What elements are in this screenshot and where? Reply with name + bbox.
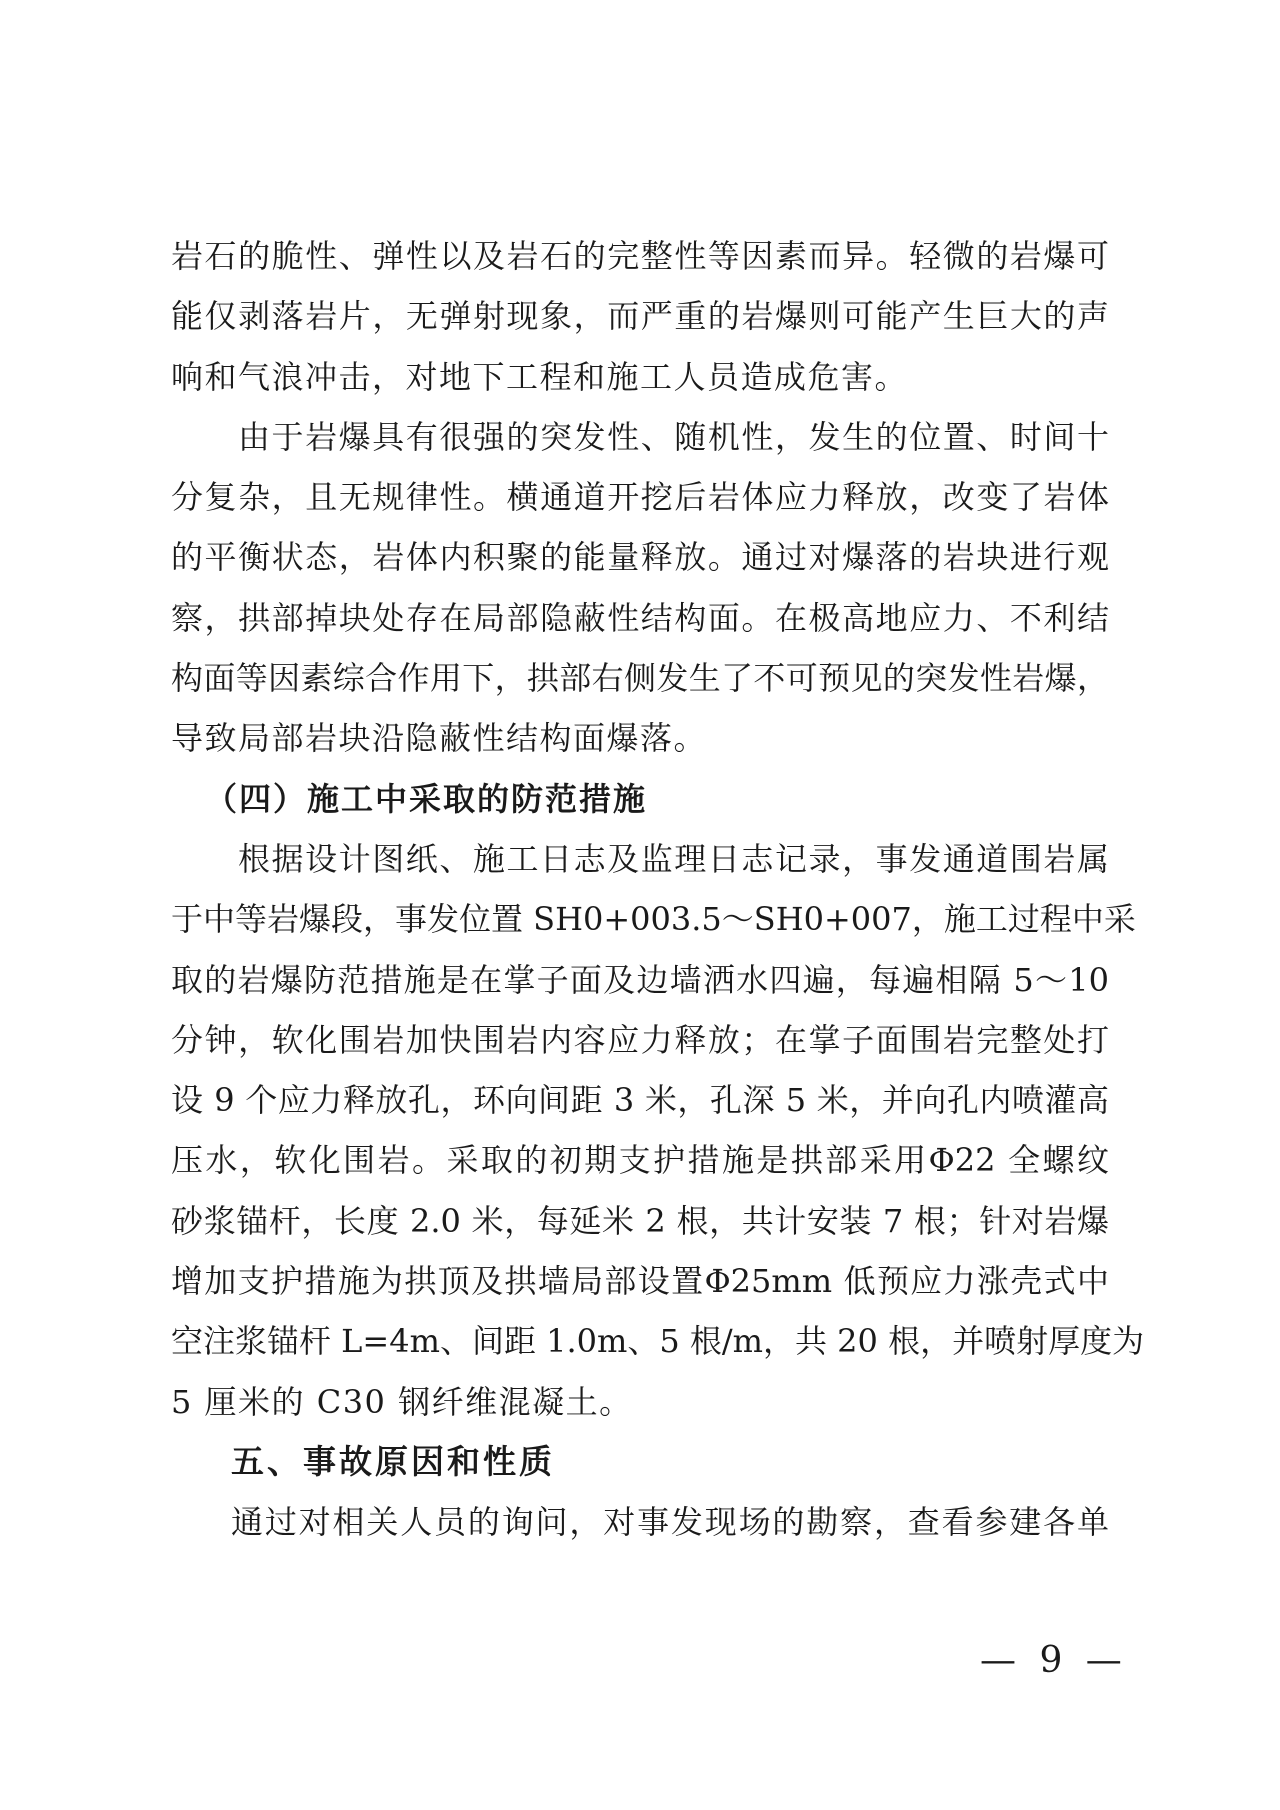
text-line: 分复杂，且无规律性。横通道开挖后岩体应力释放，改变了岩体 (171, 478, 1109, 517)
text-line: 通过对相关人员的询问，对事发现场的勘察，查看参建各单 (231, 1503, 1109, 1542)
text-line: 增加支护措施为拱顶及拱墙局部设置Φ25mm 低预应力涨壳式中 (171, 1262, 1109, 1301)
text-line: 取的岩爆防范措施是在掌子面及边墙洒水四遍，每遍相隔 5～10 (171, 960, 1109, 999)
text-line: 空注浆锚杆 L=4m、间距 1.0m、5 根/m，共 20 根，并喷射厚度为 (171, 1322, 1145, 1361)
section-heading-4: （四）施工中采取的防范措施 (205, 779, 648, 818)
text-line: 根据设计图纸、施工日志及监理日志记录，事发通道围岩属 (238, 839, 1109, 878)
document-body (171, 226, 1145, 1553)
text-line: 构面等因素综合作用下，拱部右侧发生了不可预见的突发性岩爆， (171, 659, 1109, 698)
text-line: 分钟，软化围岩加快围岩内容应力释放；在掌子面围岩完整处打 (171, 1020, 1109, 1059)
text-line: 岩石的脆性、弹性以及岩石的完整性等因素而异。轻微的岩爆可 (171, 237, 1109, 275)
text-line: 由于岩爆具有很强的突发性、随机性，发生的位置、时间十 (238, 417, 1109, 456)
text-line: 导致局部岩块沿隐蔽性结构面爆落。 (171, 719, 708, 758)
text-line: 能仅剥落岩片，无弹射现象，而严重的岩爆则可能产生巨大的声 (171, 297, 1109, 336)
text-line: 砂浆锚杆，长度 2.0 米，每延米 2 根，共计安装 7 根；针对岩爆 (171, 1201, 1109, 1240)
page-number: — 9 — (980, 1640, 1128, 1681)
text-line: 于中等岩爆段，事发位置 SH0+003.5～SH0+007，施工过程中采 (171, 900, 1136, 939)
text-line: 设 9 个应力释放孔，环向间距 3 米，孔深 5 米，并向孔内喷灌高 (171, 1081, 1109, 1120)
section-heading-5: 五、事故原因和性质 (231, 1441, 555, 1481)
text-line: 察，拱部掉块处存在局部隐蔽性结构面。在极高地应力、不利结 (171, 598, 1109, 637)
text-line: 压水，软化围岩。采取的初期支护措施是拱部采用Φ22 全螺纹 (171, 1141, 1109, 1180)
text-line: 的平衡状态，岩体内积聚的能量释放。通过对爆落的岩块进行观 (171, 538, 1109, 577)
text-line: 响和气浪冲击，对地下工程和施工人员造成危害。 (171, 357, 909, 396)
text-line: 5 厘米的 C30 钢纤维混凝土。 (171, 1382, 633, 1421)
